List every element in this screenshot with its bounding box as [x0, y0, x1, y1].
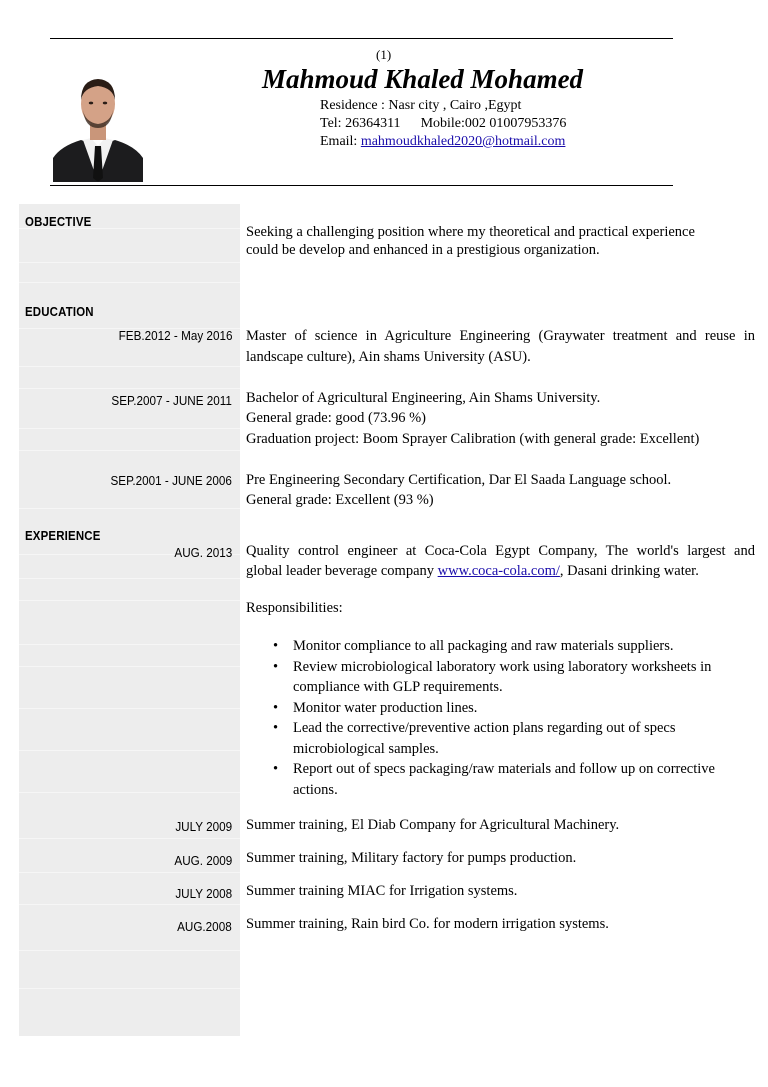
email-label: Email: — [320, 134, 358, 149]
profile-photo — [53, 66, 143, 182]
experience-heading: EXPERIENCE — [25, 528, 101, 543]
bullet: • — [273, 638, 279, 654]
list-item — [246, 759, 715, 800]
residence: Residence : Nasr city , Cairo ,Egypt — [320, 98, 522, 113]
education-line: Bachelor of Agricultural Engineering, Ain Shams University. — [246, 390, 601, 406]
bullet: • — [273, 699, 279, 716]
list-item-text: compliance with GLP requirements. — [293, 679, 503, 695]
page-number: (1) — [376, 47, 392, 62]
training-date: JULY 2008 — [175, 886, 232, 901]
list-item-text: Monitor water production lines. — [293, 699, 478, 716]
education-date: SEP.2007 - JUNE 2011 — [111, 393, 232, 408]
list-item-text: Report out of specs packaging/raw materials and follow up on corrective — [293, 761, 715, 777]
training-text: Summer training, El Diab Company for Agricultural Machinery. — [246, 817, 620, 833]
list-item-text: Monitor compliance to all packaging and raw materials suppliers. — [293, 638, 674, 654]
education-line: Pre Engineering Secondary Certification, Dar El Saada Language school. — [246, 472, 672, 488]
objective-line: could be develop and enhanced in a prestigious organization. — [246, 242, 600, 258]
training-text: Summer training MIAC for Irrigation systems. — [246, 883, 518, 899]
experience-date: AUG. 2013 — [174, 545, 232, 560]
objective-heading: OBJECTIVE — [25, 214, 92, 229]
bullet: • — [273, 720, 279, 736]
bullet: • — [273, 761, 279, 777]
objective-line: Seeking a challenging position where my theoretical and practical experience — [246, 224, 695, 240]
experience-text: , Dasani drinking water. — [559, 563, 699, 579]
phone-line — [320, 116, 566, 132]
tel: Tel: 26364311 — [320, 116, 401, 131]
bullet: • — [273, 658, 279, 675]
education-line: General grade: Excellent (93 %) — [246, 492, 434, 508]
applicant-name: Mahmoud Khaled Mohamed — [262, 64, 584, 94]
responsibilities-label: Responsibilities: — [246, 600, 343, 616]
list-item-text: Lead the corrective/preventive action plans regarding out of specs — [293, 720, 676, 736]
list-item-text: Review microbiological laboratory work using laboratory worksheets in — [293, 658, 712, 675]
list-item — [246, 636, 715, 657]
list-item — [246, 718, 715, 759]
list-item-text: microbiological samples. — [293, 740, 439, 757]
training-text: Summer training, Military factory for pumps production. — [246, 850, 577, 866]
list-item — [246, 698, 715, 719]
training-date: AUG. 2009 — [174, 853, 232, 868]
experience-line — [246, 561, 699, 582]
experience-line: Quality control engineer at Coca-Cola Egypt Company, The world's largest and — [246, 543, 755, 559]
mobile: Mobile:002 01007953376 — [420, 116, 567, 131]
top-rule — [50, 38, 673, 39]
education-line: General grade: good (73.96 %) — [246, 410, 426, 426]
coca-cola-link[interactable]: www.coca-cola.com/ — [437, 563, 560, 579]
education-date: SEP.2001 - JUNE 2006 — [110, 473, 232, 488]
experience-text: global leader beverage company — [246, 563, 438, 579]
education-date: FEB.2012 - May 2016 — [118, 328, 232, 343]
list-item-text: actions. — [293, 781, 338, 798]
email-link[interactable]: mahmoudkhaled2020@hotmail.com — [360, 134, 566, 149]
education-heading: EDUCATION — [25, 304, 94, 319]
training-date: AUG.2008 — [177, 919, 232, 934]
education-line: landscape culture), Ain shams University (ASU). — [246, 349, 531, 365]
list-item — [246, 657, 715, 698]
training-date: JULY 2009 — [175, 819, 232, 834]
email-line — [320, 134, 565, 150]
header-bottom-rule — [50, 185, 673, 186]
education-line: Master of science in Agriculture Engineering (Graywater treatment and reuse in — [246, 328, 755, 344]
training-text: Summer training, Rain bird Co. for modern irrigation systems. — [246, 916, 609, 932]
responsibilities-list — [246, 636, 715, 800]
education-line: Graduation project: Boom Sprayer Calibration (with general grade: Excellent) — [246, 431, 700, 447]
